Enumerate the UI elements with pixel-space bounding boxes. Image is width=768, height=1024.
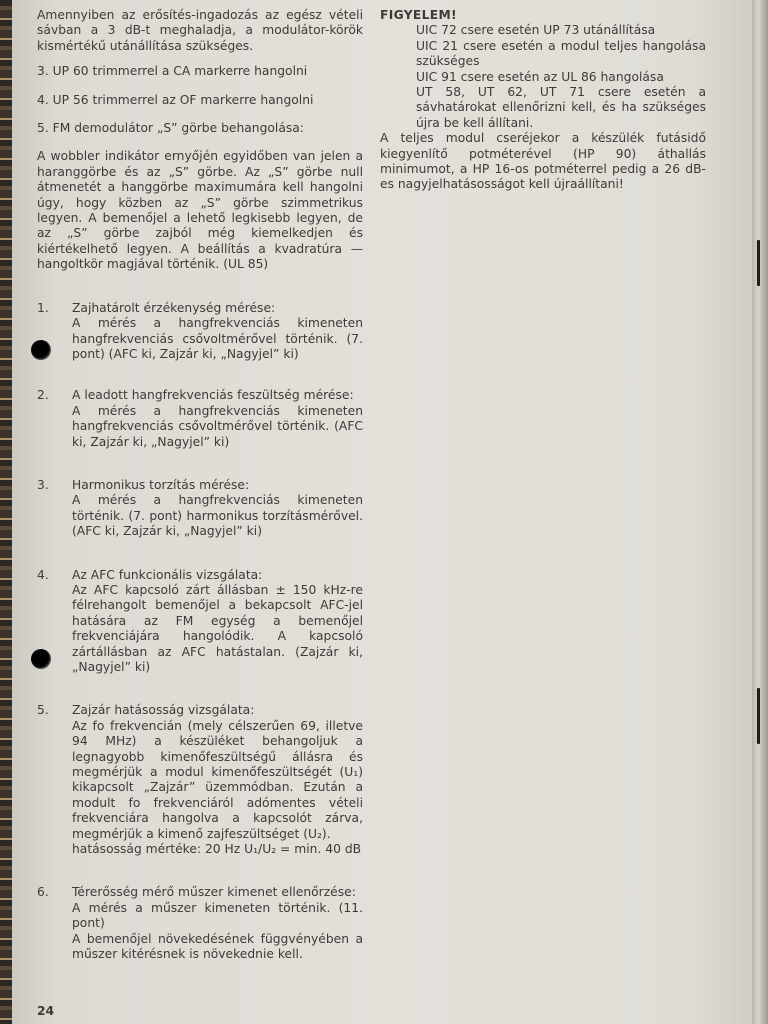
- item-body: A mérés a hangfrekvenciás kimeneten történik. (7. pont) harmonikus torzításmérővel. (AFC ki, Zajzár ki, „Nagyjel” ki): [72, 493, 363, 539]
- item-number: 2.: [37, 388, 49, 403]
- page-number: 24: [37, 1004, 55, 1018]
- intro-paragraph: Amennyiben az erősítés-ingadozás az egész vételi sávban a 3 dB-t meghaladja, a modulátor-körök kismértékű utánállítása szükséges.: [37, 8, 363, 53]
- measurement-item: [37, 703, 363, 857]
- item-body: A mérés a hangfrekvenciás kimeneten hangfrekvenciás csővoltmérővel történik. (7. pont) (AFC ki, Zajzár ki, „Nagyjel” ki): [72, 316, 363, 361]
- item-number: 1.: [37, 300, 49, 315]
- warning-line: UT 58, UT 62, UT 71 csere esetén a sávhatárokat ellenőrizni kell, és ha szükséges újra be kell állítani.: [416, 85, 706, 130]
- item-title: Az AFC funkcionális vizsgálata:: [72, 567, 263, 582]
- item-title: Zajhatárolt érzékenység mérése:: [72, 300, 276, 315]
- item-body: A mérés a műszer kimeneten történik. (11. pont): [72, 900, 363, 931]
- item-title: Zajzár hatásosság vizsgálata:: [72, 703, 255, 718]
- measurement-item: [37, 388, 363, 450]
- item-number: 3.: [37, 477, 49, 492]
- warning-line: UIC 91 csere esetén az UL 86 hangolása: [416, 69, 664, 84]
- item-extra: hatásosság mértéke: 20 Hz U₁/U₂ = min. 40 dB: [72, 842, 362, 857]
- item-body: A mérés a hangfrekvenciás kimeneten hangfrekvenciás csővoltmérővel történik. (AFC ki, Zajzár ki, „Nagyjel” ki): [72, 403, 363, 449]
- step-3: 3. UP 60 trimmerrel a CA markerre hangolni: [37, 64, 308, 79]
- item-number: 6.: [37, 885, 49, 900]
- right-column: [380, 8, 706, 193]
- warning-list: [380, 23, 706, 131]
- measurement-item: [37, 478, 363, 540]
- item-number: 5.: [37, 703, 49, 718]
- item-body: Az AFC kapcsoló zárt állásban ± 150 kHz-re félrehangolt bemenőjel a bekapcsolt AFC-jel hatására az FM egység a bemenőjel frekvenciájára hangolódik. A kapcsoló zártállásban az AFC hatástalan. (Zajzár ki, „Nagyjel” ki): [72, 582, 363, 674]
- measurement-item: [37, 301, 363, 363]
- item-title: A leadott hangfrekvenciás feszültség mérése:: [72, 388, 354, 403]
- measurement-item: [37, 568, 363, 676]
- step-4: 4. UP 56 trimmerrel az OF markerre hangolni: [37, 92, 314, 107]
- warning-heading: FIGYELEM!: [380, 8, 457, 22]
- warning-line: UIC 21 csere esetén a modul teljes hangolása szükséges: [416, 38, 706, 69]
- left-column: [37, 8, 363, 963]
- binder-clip-top: [757, 240, 760, 286]
- module-note: A teljes modul cseréjekor a készülék futásidő kiegyenlítő potméterével (HP 90) áthallás minimumot, a HP 16-os potméterrel pedig a 26 dB-es nagyjelhatásosságot kell újraállítani!: [380, 131, 706, 192]
- step-5: 5. FM demodulátor „S” görbe behangolása:: [37, 121, 304, 136]
- item-extra: A bemenőjel növekedésének függvényében a műszer kitérésnek is növekednie kell.: [72, 931, 363, 962]
- binder-clip-bottom: [757, 688, 760, 744]
- item-title: Harmonikus torzítás mérése:: [72, 477, 250, 492]
- item-number: 4.: [37, 567, 49, 582]
- item-title: Térerősség mérő műszer kimenet ellenőrzése:: [72, 885, 356, 900]
- warning-line: UIC 72 csere esetén UP 73 utánállítása: [416, 23, 656, 38]
- wobbler-paragraph: A wobbler indikátor ernyőjén egyidőben van jelen a haranggörbe és az „S” görbe. Az „S” görbe null átmenetét a hanggörbe maximumára kell hangolni úgy, hogy közben az „S” görbe szimmetrikus legyen. A bemenőjel a lehető legkisebb legyen, de az „S” görbe zajból még kiemelkedjen és kiértékelhető legyen. A beállítás a kvadratúra — hangoltkör magjával történik. (UL 85): [37, 149, 363, 272]
- item-body: Az fo frekvencián (mely célszerűen 69, illetve 94 MHz) a készüléket behangoljuk a legnagyobb kimenőfeszültségű állásra és megmérjük a modul kimenőfeszültségét (U₁) kikapcsolt „Zajzár” üzemmódban. Ezután a modult fo frekvenciáról adómentes vételi frekvenciára hangolva a kapcsolót zárva, megmérjük a kimenő zajfeszültséget (U₂).: [72, 718, 363, 841]
- measurement-item: [37, 885, 363, 962]
- page-edge: [752, 0, 768, 1024]
